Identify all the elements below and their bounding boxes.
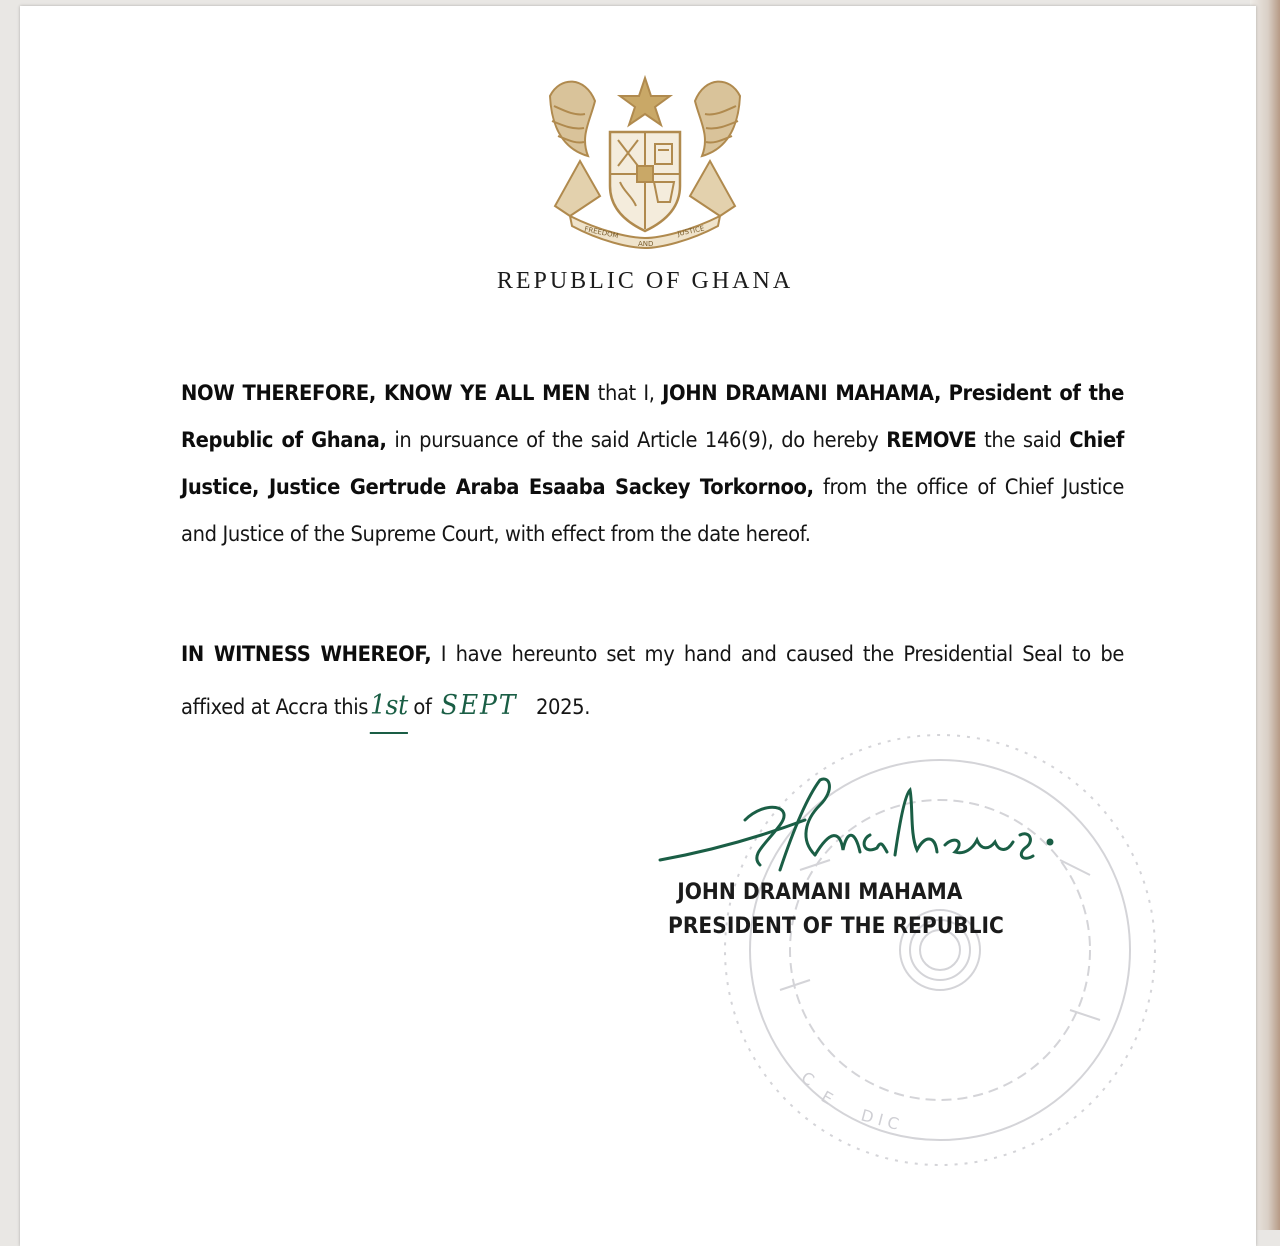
svg-text:JUSTICE: JUSTICE [676,224,706,238]
proclamation-lead: NOW THEREFORE, KNOW YE ALL MEN [181,381,591,405]
ghana-coat-of-arms-icon [540,66,750,252]
handwritten-day: 1st [370,680,408,734]
signatory-name: JOHN DRAMANI MAHAMA [677,880,963,905]
text-segment: of [413,695,432,719]
signatory-block [668,876,1004,944]
svg-text:E: E [818,1087,837,1109]
text-segment: I have hereunto set my hand and caused the Presidential Seal to be affixed at Accra this [181,642,1125,719]
text-segment: the said [976,428,1070,452]
document-heading: REPUBLIC OF GHANA [496,268,794,294]
text-segment: that I, [590,381,663,405]
president-name: JOHN DRAMANI MAHAMA, [662,381,942,405]
removal-paragraph [181,370,1124,558]
signature-mark [655,760,1075,890]
text-segment: in pursuance of the said Article 146(9), do hereby [386,428,887,452]
witness-lead: IN WITNESS WHEREOF, [181,642,432,666]
subject-name: Chief Justice, Justice Gertrude Araba Esaaba Sackey Torkornoo, [181,428,1125,499]
text-segment: from the office of Chief Justice and Justice of the Supreme Court, with effect from the date hereof. [181,475,1125,546]
svg-text:FREEDOM: FREEDOM [583,225,620,241]
action-word: REMOVE [886,428,977,452]
svg-text:C: C [797,1067,818,1090]
handwritten-month: SEPT [440,690,518,721]
svg-text:AND: AND [638,240,654,248]
svg-text:D I C: D I C [858,1105,901,1134]
president-title: President of the Republic of Ghana, [181,381,1125,452]
year-text: 2025. [535,695,591,719]
signatory-title: PRESIDENT OF THE REPUBLIC [668,914,1004,939]
